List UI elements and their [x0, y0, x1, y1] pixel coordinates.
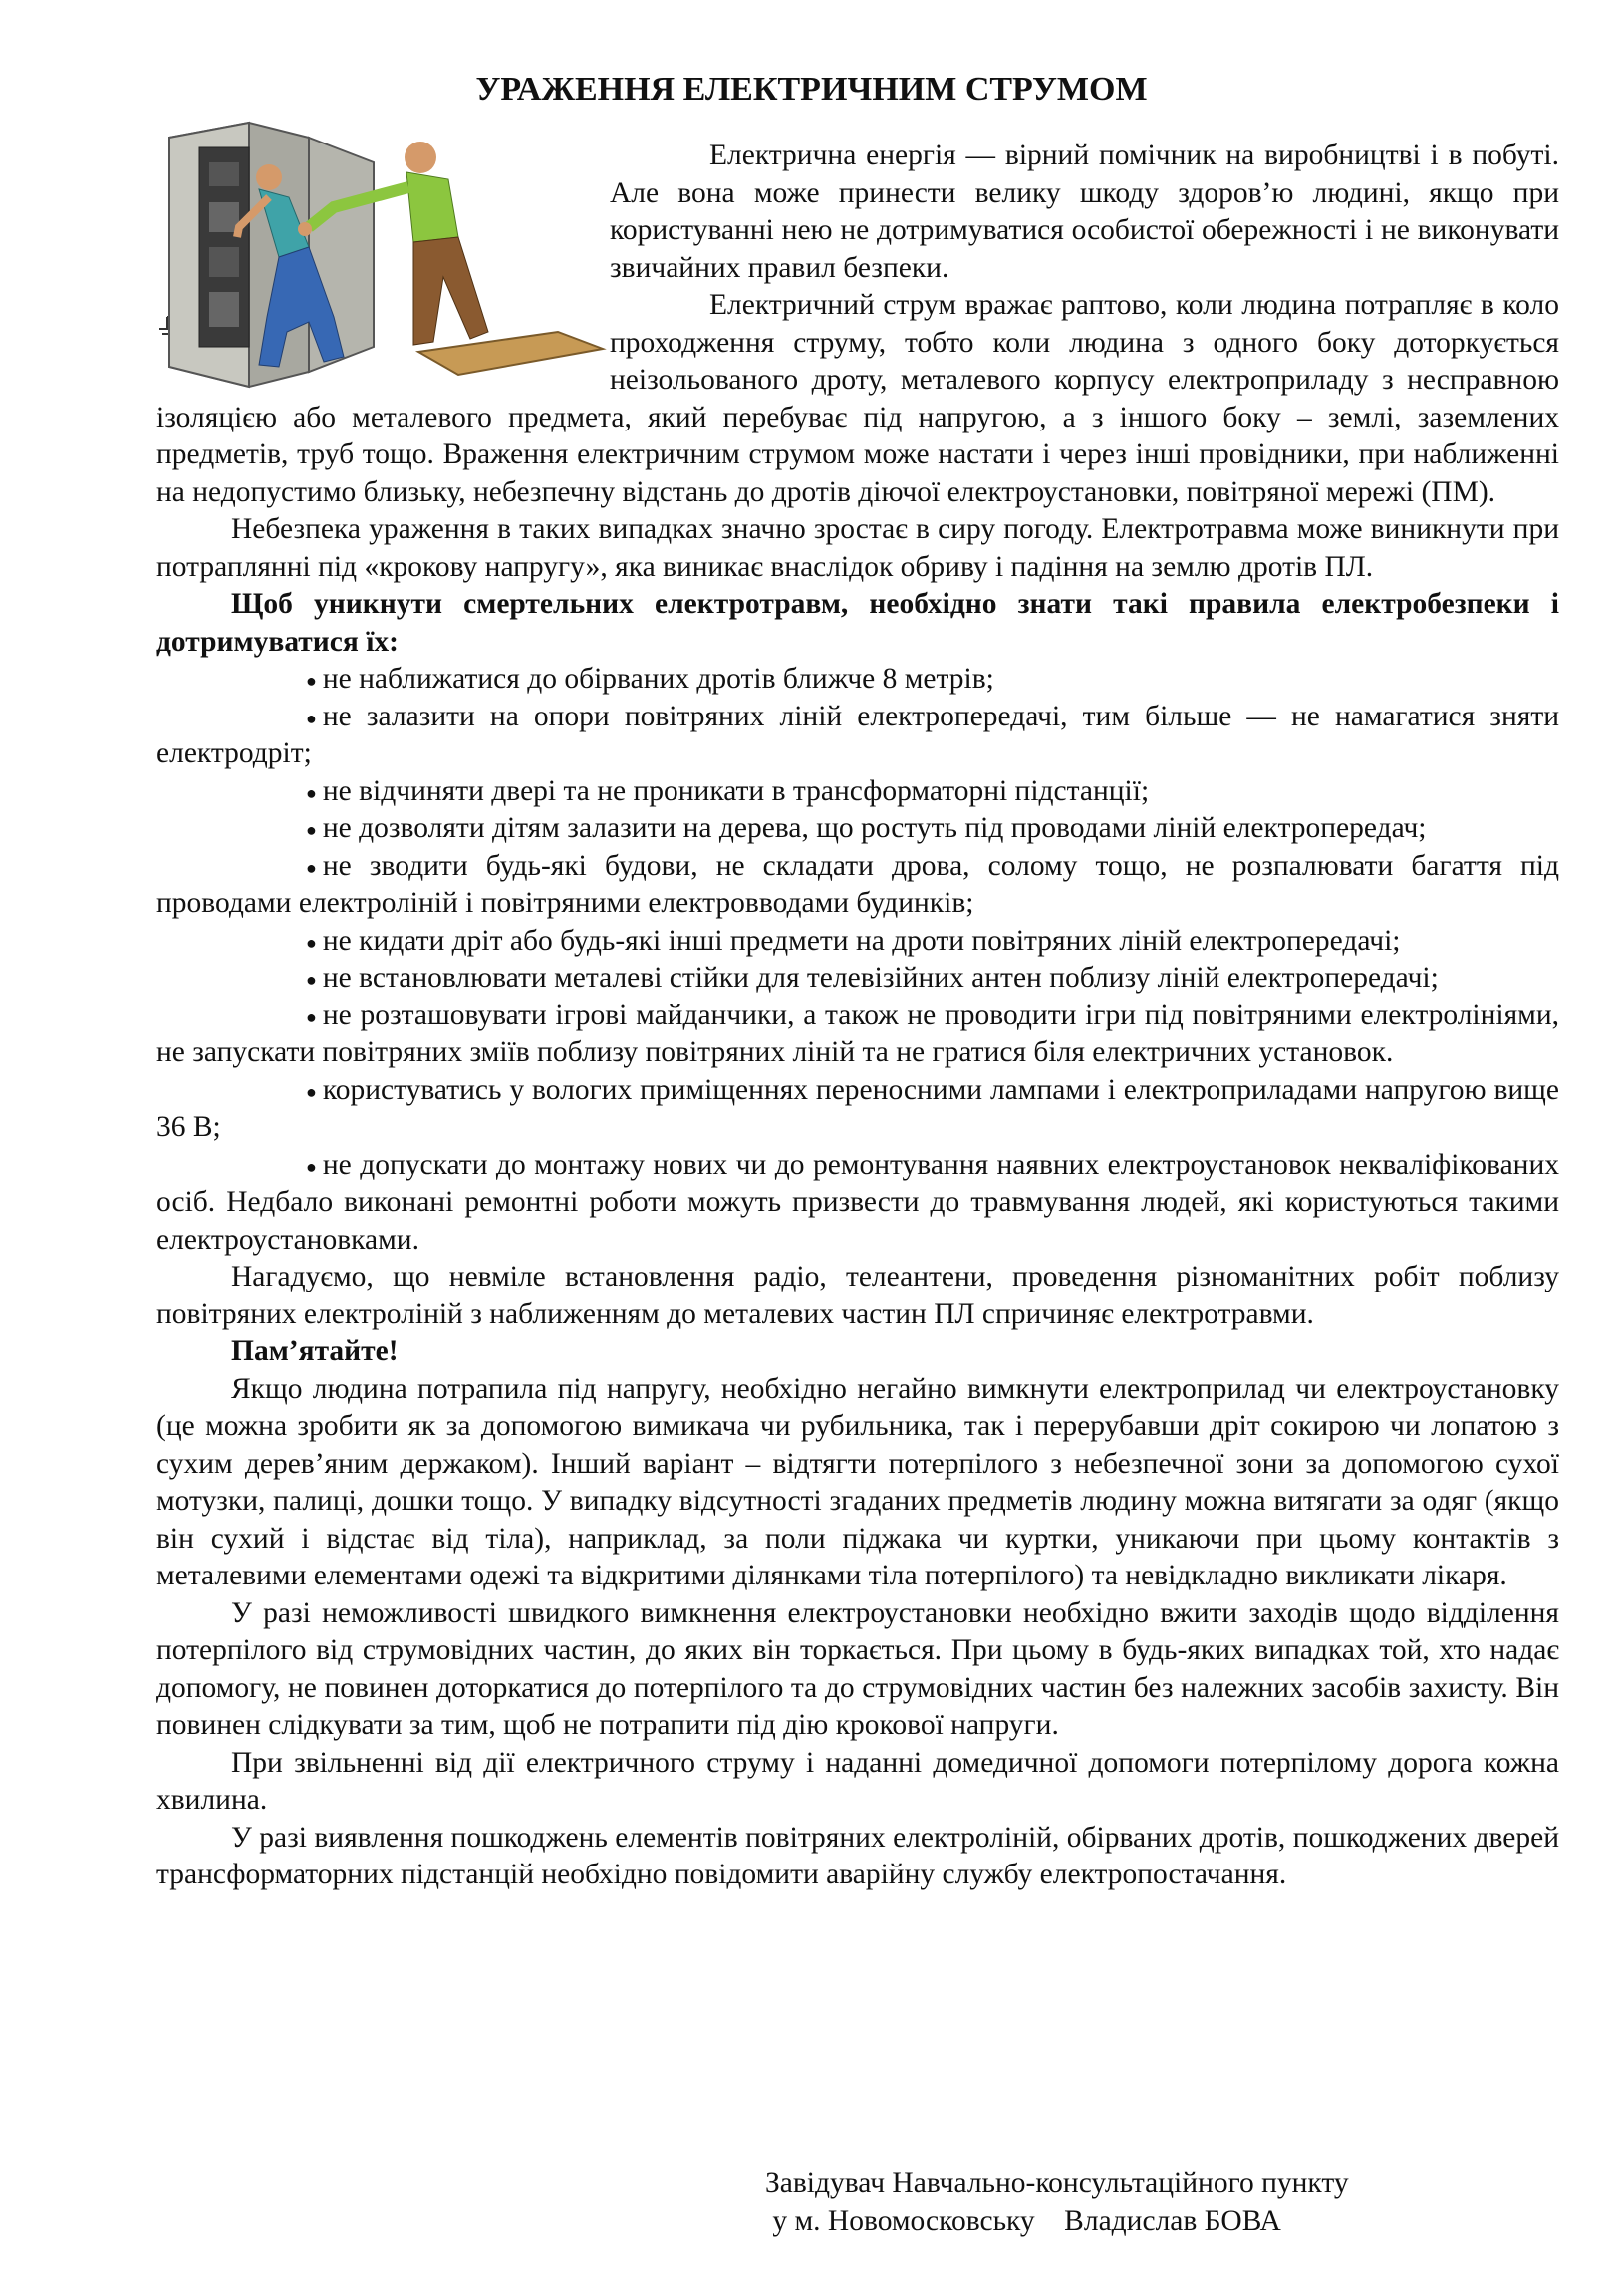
reminder-paragraph: Нагадуємо, що невміле встановлення радіо, телеантени, проведення різноманітних робіт поблизу повітряних електроліній з наближенням до металевих частин ПЛ спричиняє електротравми.	[156, 1261, 1559, 1330]
rule-item: ● не встановлювати металеві стійки для телевізійних антен поблизу ліній електропередачі;	[156, 960, 1559, 998]
bullet-icon: ●	[306, 857, 317, 878]
rule-item: ● не допускати до монтажу нових чи до ремонтування наявних електроустановок некваліфікованих осіб. Недбало виконані ремонтні роботи можуть призвести до травмування людей, які користуються такими електроустановками.	[156, 1148, 1559, 1256]
bullet-icon: ●	[306, 708, 317, 728]
bullet-icon: ●	[306, 782, 317, 803]
bullet-icon: ●	[306, 671, 317, 692]
closing-paragraph: Якщо людина потрапила під напругу, необхідно негайно вимкнути електроприлад чи електроустановку (це можна зробити як за допомогою вимикача чи рубильника, так і перерубавши дріт сокирою чи лопатою з сухим дерев’яним держаком). Інший варіант – відтягти потерпілого з небезпечної зони за допомогою сухої мотузки, палиці, дошки тощо. У випадку відсутності згаданих предметів людину можна витягати за одяг (якщо він сухий і відстає від тіла), наприклад, за поли піджака чи куртки, уникаючи при цьому контактів з металевими елементами одежі та відкритими ділянками тіла потерпілого) та невідкладно викликати лікаря.	[156, 1372, 1559, 1591]
document-body	[156, 138, 1559, 1894]
bullet-icon: ●	[306, 820, 317, 841]
signature-block	[765, 2164, 1349, 2240]
rule-item: ● не наближатися до обірваних дротів ближче 8 метрів;	[156, 661, 1559, 699]
rule-item: ● користуватись у вологих приміщеннях переносними лампами і електроприладами напругою вище 36 В;	[156, 1073, 1559, 1143]
bullet-icon: ●	[306, 970, 317, 991]
bullet-icon: ●	[306, 1156, 317, 1177]
rule-item: ● не розташовувати ігрові майданчики, а також не проводити ігри під повітряними електролініями, не запускати повітряних зміїв поблизу повітряних ліній та не гратися біля електричних установок.	[156, 999, 1559, 1068]
signature-position: Завідувач Навчально-консультаційного пункту	[765, 2167, 1349, 2199]
closing-paragraph: У разі виявлення пошкоджень елементів повітряних електроліній, обірваних дротів, пошкоджених дверей трансформаторних підстанцій необхідно повідомити аварійну службу електропостачання.	[156, 1821, 1559, 1890]
rule-item: ● не зводити будь-які будови, не складати дрова, солому тощо, не розпалювати багаття під проводами електроліній і повітряними електровводами будинків;	[156, 849, 1559, 919]
intro-paragraph: Електричний струм вражає раптово, коли людина потрапляє в коло проходження струму, тобто коли людина з одного боку доторкується неізольованого дроту, металевого корпусу електроприладу з несправною ізоляцією або металевого предмета, який перебуває під напругою, а з іншого боку – землі, заземлених предметів, труб тощо. Враження електричним струмом може настати і через інші провідники, при наближенні на недопустимо близьку, небезпечну відстань до дротів діючої електроустановки, повітряної мережі (ПМ).	[156, 289, 1559, 508]
illustration-space	[156, 138, 610, 387]
remember-heading: Пам’ятайте!	[231, 1335, 399, 1367]
rule-item: ● не дозволяти дітям залазити на дерева, що ростуть під проводами ліній електропередач;	[156, 810, 1559, 848]
rule-item: ● не кидати дріт або будь-які інші предмети на дроти повітряних ліній електропередачі;	[156, 923, 1559, 961]
rule-item: ● не відчиняти двері та не проникати в трансформаторні підстанції;	[156, 773, 1559, 811]
bullet-icon: ●	[306, 932, 317, 953]
intro-paragraph: Небезпека ураження в таких випадках значно зростає в сиру погоду. Електротравма може виникнути при потраплянні під «крокову напругу», яка виникає внаслідок обриву і падіння на землю дротів ПЛ.	[156, 513, 1559, 583]
closing-paragraph: При звільненні від дії електричного струму і наданні домедичної допомоги потерпілому дорога кожна хвилина.	[156, 1746, 1559, 1816]
bullet-icon: ●	[306, 1006, 317, 1027]
bullet-icon: ●	[306, 1081, 317, 1102]
signature-name: у м. Новомосковську Владислав БОВА	[765, 2205, 1281, 2237]
page-title: УРАЖЕННЯ ЕЛЕКТРИЧНИМ СТРУМОМ	[475, 71, 1148, 108]
rule-item: ● не залазити на опори повітряних ліній електропередачі, тим більше — не намагатися зняти електродріт;	[156, 700, 1559, 769]
rules-heading: Щоб уникнути смертельних електротравм, необхідно знати такі правила електробезпеки і дотримуватися їх:	[156, 588, 1559, 658]
intro-paragraph: Електрична енергія — вірний помічник на виробництві і в побуті. Але вона може принести велику шкоду здоров’ю людині, якщо при користуванні нею не дотримуватися особистої обережності і не виконувати звичайних правил безпеки.	[610, 140, 1559, 284]
closing-paragraph: У разі неможливості швидкого вимкнення електроустановки необхідно вжити заходів щодо відділення потерпілого від струмовідних частин, до яких він торкається. При цьому в будь-яких випадках той, хто надає допомогу, не повинен доторкатися до потерпілого та до струмовідних частин без належних засобів захисту. Він повинен слідкувати за тим, щоб не потрапити під дію крокової напруги.	[156, 1596, 1559, 1741]
